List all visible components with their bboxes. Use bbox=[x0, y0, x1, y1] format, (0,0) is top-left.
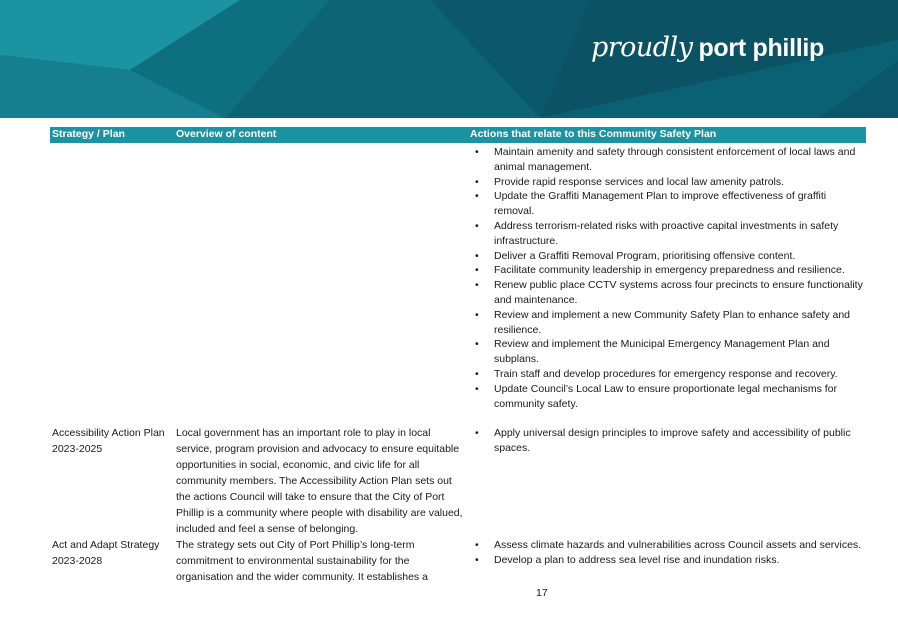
row-overview-act-and-adapt-strategy: The strategy sets out City of Port Phillip’s long-term commitment to environmental sustainability for the organisation and the wider community. It establishes a bbox=[176, 539, 428, 583]
row-name-accessibility-action-plan: Accessibility Action Plan 2023-2025 bbox=[52, 427, 165, 455]
logo-brand-text: port phillip bbox=[698, 34, 824, 62]
row-actions-act-and-adapt-strategy bbox=[470, 538, 866, 568]
header-banner bbox=[0, 0, 898, 118]
column-header-strategy: Strategy / Plan bbox=[52, 128, 125, 140]
row-overview-accessibility-action-plan: Local government has an important role to play in local service, program provision and advocacy to ensure equitable opportunities in social, economic, and civic life for all community members. The Accessibility Action Plan sets out the actions Council will take to ensure that the City of Port Phillip is a community where people with disability are valued, included and feel a sense of belonging. bbox=[176, 427, 463, 535]
logo-script-text: proudly bbox=[590, 32, 693, 63]
action-item: • Provide rapid response services and local law amenity patrols. bbox=[470, 175, 866, 190]
action-item: • Facilitate community leadership in emergency preparedness and resilience. bbox=[470, 263, 866, 278]
column-header-overview: Overview of content bbox=[176, 128, 277, 140]
proudly-port-phillip-logo bbox=[591, 32, 824, 63]
action-item: • Review and implement the Municipal Emergency Management Plan and subplans. bbox=[470, 337, 866, 367]
action-item: • Maintain amenity and safety through consistent enforcement of local laws and animal management. bbox=[470, 145, 866, 175]
action-item: • Address terrorism-related risks with proactive capital investments in safety infrastructure. bbox=[470, 219, 866, 249]
table-header-row bbox=[50, 127, 866, 143]
row-actions-accessibility-action-plan bbox=[470, 426, 866, 456]
action-item: • Apply universal design principles to improve safety and accessibility of public spaces. bbox=[470, 426, 866, 456]
action-item: • Update Council’s Local Law to ensure proportionate legal mechanisms for community safety. bbox=[470, 382, 866, 412]
action-item: • Renew public place CCTV systems across four precincts to ensure functionality and maintenance. bbox=[470, 278, 866, 308]
action-item: • Review and implement a new Community Safety Plan to enhance safety and resilience. bbox=[470, 308, 866, 338]
action-item: • Develop a plan to address sea level rise and inundation risks. bbox=[470, 553, 866, 568]
action-item: • Update the Graffiti Management Plan to improve effectiveness of graffiti removal. bbox=[470, 189, 866, 219]
row-name-act-and-adapt-strategy: Act and Adapt Strategy 2023-2028 bbox=[52, 539, 160, 567]
action-item: • Deliver a Graffiti Removal Program, prioritising offensive content. bbox=[470, 249, 866, 264]
action-item: • Train staff and develop procedures for emergency response and recovery. bbox=[470, 367, 866, 382]
page-number: 17 bbox=[536, 587, 548, 599]
continued-actions-list bbox=[470, 145, 866, 411]
column-header-actions: Actions that relate to this Community Safety Plan bbox=[470, 128, 717, 140]
action-item: • Assess climate hazards and vulnerabilities across Council assets and services. bbox=[470, 538, 866, 553]
